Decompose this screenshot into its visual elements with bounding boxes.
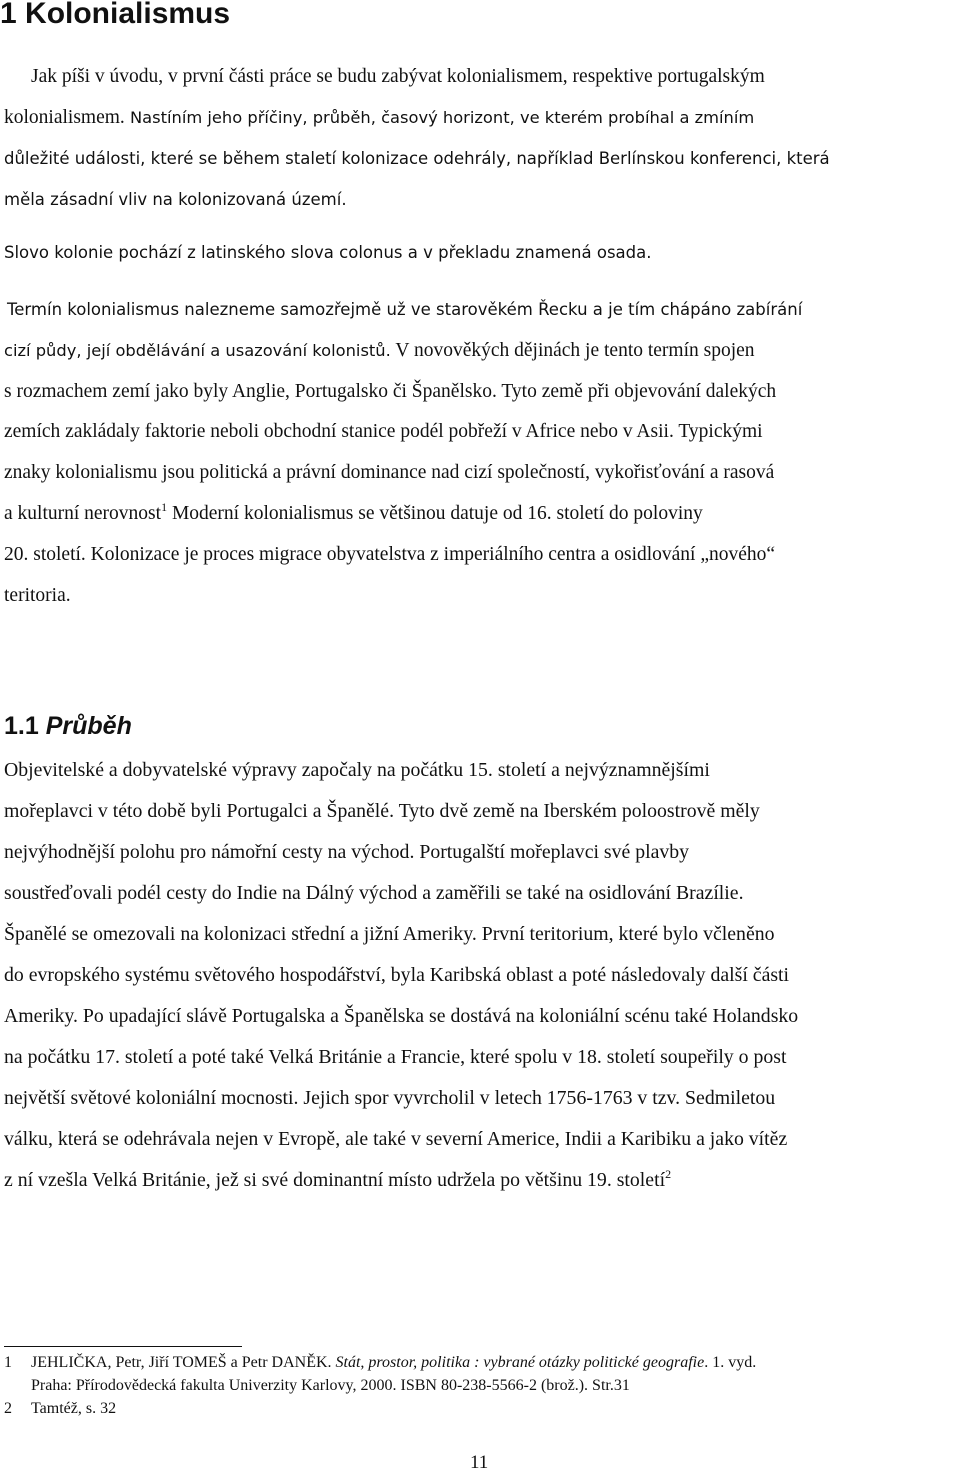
section-heading (4, 708, 132, 744)
paragraph-line: měla zásadní vliv na kolonizovaná území. (4, 190, 347, 209)
line-part: cizí půdy, její obdělávání a usazování kolonistů. (4, 340, 391, 360)
paragraph-line: Španělé se omezovali na kolonizaci střední a jižní Ameriky. První teritorium, které bylo včleněno (4, 923, 775, 945)
paragraph-line (0, 97, 830, 138)
paragraph-line: důležité události, které se během staletí kolonizace odehrály, například Berlínskou konferenci, která (4, 149, 830, 168)
paragraph-line (4, 331, 802, 372)
etymology-paragraph: Slovo kolonie pochází z latinského slova colonus a v překladu znamená osada. (4, 243, 652, 262)
footnote-text: Tamtéž, s. 32 (31, 1400, 117, 1417)
footnote-number: 2 (4, 1400, 12, 1417)
line-part: kolonialismem. (4, 107, 125, 128)
paragraph-line: teritoria. (4, 584, 71, 606)
paragraph-line: největší světové koloniální mocnosti. Jejich spor vyvrcholil v letech 1756-1763 v tzv. Sedmiletou (4, 1087, 776, 1109)
line-part: 20. století. (4, 543, 86, 565)
footnote-ref-2[interactable]: 2 (665, 1167, 672, 1181)
paragraph-line: Ameriky. Po upadající slávě Portugalska a Španělska se dostává na koloniální scénu také Holandsko (4, 1005, 799, 1027)
footnote-text: Praha: Přírodovědecká fakulta Univerzity Karlovy, 2000. ISBN 80-238-5566-2 (brož.). Str.31 (31, 1377, 630, 1394)
line-part: V novověkých dějinách je tento termín spojen (390, 339, 755, 361)
line-part: Nastíním jeho příčiny, průběh, časový horizont, ve kterém probíhal a zmíním (124, 108, 755, 127)
footnote-1 (4, 1351, 756, 1374)
chapter-title: Kolonialismus (25, 0, 231, 30)
footnote-number: 1 (4, 1354, 12, 1371)
line-part: zemích zakládaly faktorie neboli obchodní stanice podél pobřeží v Africe nebo v Asii. (4, 421, 674, 443)
paragraph-line (4, 372, 802, 413)
chapter-number: 1 (0, 0, 17, 30)
line-part: Typickými (673, 421, 763, 443)
line-part: z ní vzešla Velká Británie, jež si své dominantní místo udržela po většinu 19. století (4, 1169, 666, 1191)
line-part: Kolonizace je proces migrace obyvatelstva z imperiálního centra a osidlování „nového“ (85, 543, 776, 565)
footnote-book-title: Stát, prostor, politika : vybrané otázky politické geografie (335, 1354, 705, 1371)
footnote-1-continued (4, 1374, 756, 1397)
footnotes (4, 1351, 756, 1420)
section-number: 1.1 (4, 712, 39, 740)
chapter-heading (0, 0, 230, 34)
paragraph-line (4, 494, 802, 535)
footnote-separator (4, 1346, 242, 1347)
paragraph-line: nejvýhodnější polohu pro námořní cesty na východ. Portugalští mořeplavci své plavby (4, 841, 690, 863)
footnote-text: . 1. vyd. (704, 1354, 757, 1371)
paragraph-line: na počátku 17. století a poté také Velká Británie a Francie, které spolu v 18. století soupeřily o post (4, 1046, 787, 1068)
paragraph-line: Termín kolonialismus nalezneme samozřejmě už ve starověkém Řecku a je tím chápáno zabírání (7, 300, 803, 319)
definition-paragraph (4, 290, 802, 616)
paragraph-line: Jak píši v úvodu, v první části práce se budu zabývat kolonialismem, respektive portugalským (31, 66, 765, 87)
footnote-ref-1[interactable]: 1 (161, 499, 168, 514)
line-part: Moderní kolonialismus se většinou datuje od 16. století do poloviny (167, 502, 703, 524)
paragraph-line: Objevitelské a dobyvatelské výpravy započaly na počátku 15. století a nejvýznamnějšími (4, 759, 710, 781)
paragraph-line: do evropského systému světového hospodářství, byla Karibská oblast a poté následovaly další části (4, 964, 790, 986)
paragraph-line: mořeplavci v této době byli Portugalci a Španělé. Tyto dvě země na Iberském poloostrově měly (4, 800, 760, 822)
paragraph-line: znaky kolonialismu jsou politická a právní dominance nad cizí společností, vykořisťování a rasová (4, 462, 775, 484)
intro-paragraph (0, 56, 830, 220)
paragraph-line: válku, která se odehrávala nejen v Evropě, ale také v severní Americe, Indii a Karibiku a jako vítěz (4, 1128, 788, 1150)
footnote-2 (4, 1397, 756, 1420)
paragraph-line (4, 535, 802, 576)
history-paragraph (4, 750, 798, 1201)
paragraph-line: soustřeďovali podél cesty do Indie na Dálný východ a zaměřili se také na osidlování Brazílie. (4, 882, 744, 904)
section-title: Průběh (45, 712, 132, 740)
line-part: Tyto země při objevování dalekých (496, 380, 777, 402)
footnote-text: JEHLIČKA, Petr, Jiří TOMEŠ a Petr DANĚK. (31, 1354, 336, 1371)
paragraph-line (4, 412, 802, 453)
paragraph-line (4, 1160, 798, 1201)
page-number: 11 (470, 1452, 489, 1473)
line-part: a kulturní nerovnost (4, 502, 162, 524)
line-part: s rozmachem zemí jako byly Anglie, Portugalsko či Španělsko. (4, 380, 497, 402)
